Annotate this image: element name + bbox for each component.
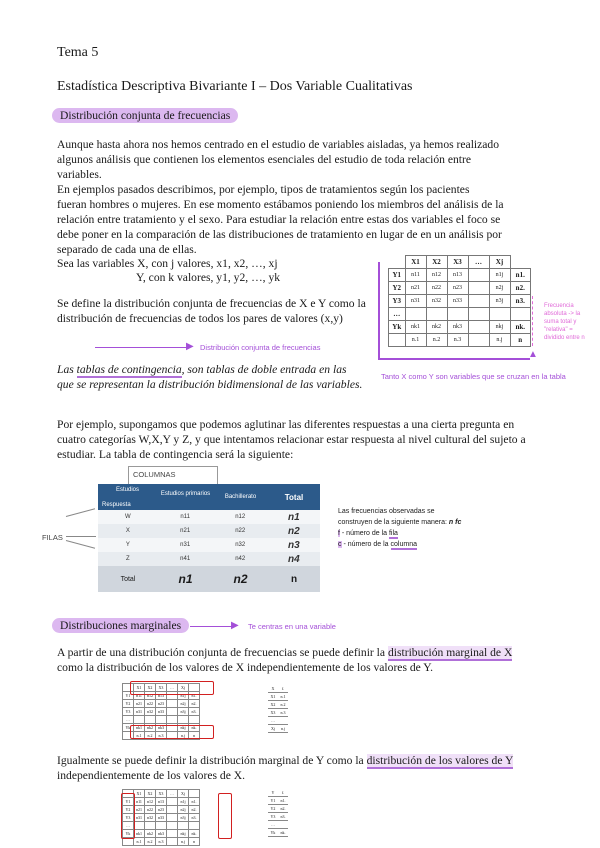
tiny-cell: [145, 822, 156, 830]
tiny-cell: [178, 716, 189, 724]
tiny-cell: nk1: [134, 830, 145, 838]
contingency-cell: n3: [288, 539, 300, 551]
example-paragraph: Por ejemplo, supongamos que podemos aglutinar las diferentes respuestas a una cierta pregunta en cuatro categorías W,X,Y y Z, y que intentamos relacionar estar respuesta al nivel cultural del sujeto a estudiar. La tabla de contingencia será la siguiente:: [57, 418, 526, 461]
matrix-cell: [468, 282, 489, 295]
marginal-cell: X3: [268, 709, 278, 717]
tiny-cell: [167, 700, 178, 708]
tiny-cell: n: [189, 838, 200, 846]
matrix-cell: n2j: [489, 282, 510, 295]
marginal-cell: Yk: [268, 829, 278, 837]
marginal-cell: X1: [268, 693, 278, 701]
tiny-cell: Y2: [123, 806, 134, 814]
marginal-cell: Y2: [268, 805, 278, 813]
marginal-y-table: [268, 789, 288, 837]
contingency-cell: n31: [180, 542, 191, 548]
filas-label: FILAS: [42, 533, 63, 542]
matrix-cell: [447, 308, 468, 321]
marginal-row: [268, 693, 288, 701]
marginal-row: [268, 829, 288, 837]
tiny-cell: [156, 716, 167, 724]
matrix-cell: n2.: [510, 282, 531, 295]
frequency-note: Las frecuencias observadas se construyen de la siguiente manera: n fc f - número de la fila c - número de la columna: [338, 508, 462, 548]
matrix-cell: n23: [447, 282, 468, 295]
tiny-cell: [134, 716, 145, 724]
matrix-cell: Y3: [389, 295, 406, 308]
matrix-cell: n33: [447, 295, 468, 308]
matrix-cell: nkj: [489, 321, 510, 334]
table-note: Tanto X como Y son variables que se cruzan en la tabla: [381, 372, 566, 381]
side-note: Frecuencia absoluta -> la suma total y "relativa" = dividido entre n: [544, 303, 585, 341]
tiny-cell: [167, 708, 178, 716]
marginal-row: [268, 821, 288, 829]
tema-label: Tema 5: [57, 45, 99, 60]
tiny-cell: [167, 830, 178, 838]
tiny-cell: X3: [156, 790, 167, 798]
tiny-cell: n23: [156, 806, 167, 814]
marginal-cell: …: [268, 717, 278, 725]
contingency-cell: n1: [288, 511, 300, 523]
matrix-cell: n.3: [447, 334, 468, 347]
tiny-cell: n.3: [156, 732, 167, 740]
tiny-cell: n.2: [145, 732, 156, 740]
matrix-cell: nk2: [426, 321, 447, 334]
tiny-cell: n13: [156, 798, 167, 806]
tiny-cell: n.2: [145, 838, 156, 846]
tiny-cell: [167, 814, 178, 822]
matrix-cell: n21: [405, 282, 426, 295]
tiny-cell: n11: [134, 692, 145, 700]
marginal-arrow-label: Te centras en una variable: [248, 622, 336, 631]
tiny-cell: [167, 716, 178, 724]
matrix-cell: n31: [405, 295, 426, 308]
marginal-row: [268, 701, 288, 709]
tiny-cell: n2.: [189, 806, 200, 814]
section-heading-marginal: Distribuciones marginales: [52, 618, 189, 633]
tiny-cell: nk3: [156, 724, 167, 732]
marginal-cell: [278, 717, 288, 725]
tiny-cell: n2j: [178, 700, 189, 708]
tiny-cell: n11: [134, 798, 145, 806]
matrix-cell: [489, 308, 510, 321]
matrix-cell: n.1: [405, 334, 426, 347]
tiny-cell: [189, 822, 200, 830]
marginal-arrow-line: [190, 626, 235, 627]
tiny-cell: n21: [134, 700, 145, 708]
matrix-header-cell: [510, 256, 531, 269]
contingency-note: Las tablas de contingencia, son tablas de doble entrada en las que se representan la distribución bidimensional de las variables.: [57, 363, 363, 391]
marginal-cell: n.2: [278, 701, 288, 709]
tiny-cell: Yk: [123, 724, 134, 732]
marginal-row: [268, 797, 288, 805]
matrix-cell: Yk: [389, 321, 406, 334]
marginal-x-bottom-box: [130, 725, 214, 739]
marginal-arrow-icon: ▶: [231, 620, 239, 631]
matrix-cell: n13: [447, 269, 468, 282]
tiny-cell: n12: [145, 798, 156, 806]
tiny-cell: nk.: [189, 724, 200, 732]
tiny-cell: n.j: [178, 838, 189, 846]
matrix-cell: n.j: [489, 334, 510, 347]
tiny-cell: [178, 822, 189, 830]
contingency-cell: n2: [288, 525, 300, 537]
tiny-cell: [189, 790, 200, 798]
tiny-cell: [189, 716, 200, 724]
tiny-cell: n31: [134, 708, 145, 716]
marginal-header-row: [268, 685, 288, 693]
marginal-cell: n.3: [278, 709, 288, 717]
matrix-cell: [468, 334, 489, 347]
tiny-cell: [156, 822, 167, 830]
filas-line-3: [66, 540, 95, 549]
tiny-cell: nkj: [178, 724, 189, 732]
marginal-header-cell: f.: [278, 789, 288, 797]
tiny-cell: n.j: [178, 732, 189, 740]
arrow-label: Distribución conjunta de frecuencias: [200, 343, 321, 352]
contingency-cell: n22: [235, 528, 246, 534]
matrix-row: [389, 269, 531, 282]
matrix-row: [389, 334, 531, 347]
tiny-cell: n32: [145, 708, 156, 716]
tiny-cell: X2: [145, 790, 156, 798]
contingency-cell: n41: [180, 556, 191, 562]
marginal-x-paragraph: A partir de una distribución conjunta de frecuencias se puede definir la distribución marginal de X como la distribución de los valores de X independientemente de los valores de Y.: [57, 646, 513, 674]
contingency-row: [98, 510, 320, 524]
tiny-cell: Y1: [123, 692, 134, 700]
tiny-cell: nk3: [156, 830, 167, 838]
tiny-cell: n33: [156, 708, 167, 716]
marginal-cell: n1.: [278, 797, 288, 805]
matrix-cell: n12: [426, 269, 447, 282]
matrix-cell: Y1: [389, 269, 406, 282]
marginal-cell: Y1: [268, 797, 278, 805]
matrix-cell: …: [389, 308, 406, 321]
bracket-arrow-icon: ▲: [528, 349, 538, 360]
tiny-cell: [145, 716, 156, 724]
intro-paragraph: Aunque hasta ahora nos hemos centrado en el estudio de variables aisladas, ya hemos realizado algunos análisis que contienen los elementos esenciales del estudio de toda relación entre variables. En ejemplos pasados describimos, por ejemplo, tipos de tratamientos según los pacientes fueran hombres o mujeres. En ese momento estábamos poniendo los miembros del análisis de la relación entre tratamiento y el sexo. Para estudiar la relación entre estas dos variables el foco se debe poner en la comparación de las distribuciones de tratamiento en lugar de en un análisis por separado de cada una de ellas.: [57, 138, 504, 256]
tiny-cell: n2j: [178, 806, 189, 814]
contingency-row: [98, 524, 320, 538]
tiny-cell: n13: [156, 692, 167, 700]
tiny-cell: [167, 798, 178, 806]
marginal-cell: n3.: [278, 813, 288, 821]
tiny-cell: Y2: [123, 700, 134, 708]
marginal-row: [268, 725, 288, 733]
tiny-cell: [167, 822, 178, 830]
tiny-cell: n: [189, 732, 200, 740]
tiny-cell: …: [167, 684, 178, 692]
tiny-cell: [167, 806, 178, 814]
contingency-cell: W: [124, 514, 131, 520]
tiny-cell: n.1: [134, 838, 145, 846]
matrix-cell: n1.: [510, 269, 531, 282]
matrix-cell: nk3: [447, 321, 468, 334]
marginal-cell: n.1: [278, 693, 288, 701]
marginal-row: [268, 813, 288, 821]
contingency-cell: n42: [235, 556, 246, 562]
tiny-row: [123, 708, 200, 716]
columnas-top: [128, 466, 218, 467]
marginal-cell: n.j: [278, 725, 288, 733]
tiny-cell: …: [167, 790, 178, 798]
marginal-cell: Y3: [268, 813, 278, 821]
filas-line-2: [66, 536, 96, 537]
tiny-cell: Yk: [123, 830, 134, 838]
matrix-header-cell: X2: [426, 256, 447, 269]
tiny-cell: nk2: [145, 830, 156, 838]
tiny-cell: nk2: [145, 724, 156, 732]
matrix-cell: n11: [405, 269, 426, 282]
matrix-cell: n32: [426, 295, 447, 308]
matrix-cell: nk.: [510, 321, 531, 334]
marginal-cell: Xj: [268, 725, 278, 733]
marginal-row: [268, 717, 288, 725]
matrix-cell: n3.: [510, 295, 531, 308]
tiny-cell: Y1: [123, 798, 134, 806]
matrix-header-row: [389, 256, 531, 269]
matrix-row: [389, 282, 531, 295]
tiny-cell: n12: [145, 692, 156, 700]
tiny-row: [123, 700, 200, 708]
tiny-cell: Xj: [178, 790, 189, 798]
contingency-row: [98, 552, 320, 566]
matrix-cell: nk1: [405, 321, 426, 334]
matrix-header-cell: [389, 256, 406, 269]
contingency-cell: n12: [235, 514, 246, 520]
tiny-cell: n3.: [189, 708, 200, 716]
variables-y: Y, con k valores, y1, y2, …, yk: [136, 271, 281, 284]
tiny-cell: Xj: [178, 684, 189, 692]
contingency-cell: X: [125, 528, 130, 534]
tiny-cell: n.3: [156, 838, 167, 846]
marginal-cell: X2: [268, 701, 278, 709]
marginal-y-paragraph: Igualmente se puede definir la distribución marginal de Y como la distribución de los valores de Y independientemente de los valores de X.: [57, 754, 514, 782]
marginal-row: [268, 805, 288, 813]
tiny-cell: [134, 822, 145, 830]
marginal-header-row: [268, 789, 288, 797]
page-title: Estadística Descriptiva Bivariante I – Dos Variable Cualitativas: [57, 79, 413, 94]
matrix-cell: [405, 308, 426, 321]
corner-cell: Estudios Respuesta: [102, 487, 140, 508]
tiny-cell: n1.: [189, 798, 200, 806]
matrix-cell: Y2: [389, 282, 406, 295]
tiny-cell: n1j: [178, 692, 189, 700]
tiny-cell: n21: [134, 806, 145, 814]
tiny-cell: [167, 838, 178, 846]
matrix-cell: n22: [426, 282, 447, 295]
matrix-header-cell: X3: [447, 256, 468, 269]
columnas-line-2: [217, 466, 218, 484]
marginal-cell: …: [268, 821, 278, 829]
tiny-cell: n2.: [189, 700, 200, 708]
matrix-row: [389, 308, 531, 321]
tiny-cell: Y3: [123, 708, 134, 716]
tiny-cell: n22: [145, 700, 156, 708]
matrix-cell: [510, 308, 531, 321]
section-heading-joint: Distribución conjunta de frecuencias: [52, 108, 238, 123]
tiny-cell: n3j: [178, 708, 189, 716]
tiny-cell: X2: [145, 684, 156, 692]
marginal-cell: nk.: [278, 829, 288, 837]
bracket-bottom: [378, 358, 530, 360]
columnas-label: COLUMNAS: [133, 470, 176, 479]
tiny-cell: X1: [134, 684, 145, 692]
tiny-cell: n33: [156, 814, 167, 822]
tiny-cell: n1j: [178, 798, 189, 806]
tiny-cell: nkj: [178, 830, 189, 838]
arrow-line: [95, 347, 190, 348]
marginal-cell: [278, 821, 288, 829]
marginal-x-table: [268, 685, 288, 733]
tiny-cell: nk.: [189, 830, 200, 838]
definition: Se define la distribución conjunta de frecuencias de X e Y como la distribución de frecuencias de todos los pares de valores (x,y): [57, 297, 366, 325]
matrix-cell: [468, 308, 489, 321]
marginal-y-left-box: [121, 793, 135, 839]
matrix-cell: n1j: [489, 269, 510, 282]
marginal-row: [268, 709, 288, 717]
tiny-cell: n22: [145, 806, 156, 814]
tiny-cell: X1: [134, 790, 145, 798]
tiny-cell: nk1: [134, 724, 145, 732]
tiny-cell: n23: [156, 700, 167, 708]
tiny-cell: …: [123, 716, 134, 724]
tiny-cell: n32: [145, 814, 156, 822]
matrix-cell: [468, 321, 489, 334]
contingency-cell: Z: [125, 556, 130, 562]
contingency-row: [98, 538, 320, 552]
matrix-row: [389, 295, 531, 308]
marginal-header-cell: Y: [268, 789, 278, 797]
matrix-cell: n.2: [426, 334, 447, 347]
matrix-cell: n: [510, 334, 531, 347]
joint-frequency-matrix: [388, 255, 531, 347]
matrix-header-cell: …: [468, 256, 489, 269]
matrix-header-cell: Xj: [489, 256, 510, 269]
tiny-cell: Y3: [123, 814, 134, 822]
matrix-cell: [468, 295, 489, 308]
matrix-cell: [468, 269, 489, 282]
arrow-right-icon: ▶: [186, 341, 194, 352]
matrix-row: [389, 321, 531, 334]
contingency-cell: n11: [180, 514, 190, 520]
marginal-y-right-box: [218, 793, 232, 839]
tiny-cell: …: [123, 822, 134, 830]
filas-line-1: [66, 508, 95, 517]
bracket-line: [378, 262, 380, 360]
side-bracket: [532, 296, 534, 346]
contingency-cell: n32: [235, 542, 246, 548]
marginal-header-cell: X: [268, 685, 278, 693]
marginal-header-cell: f.: [278, 685, 288, 693]
columnas-line: [128, 466, 129, 484]
tiny-cell: X3: [156, 684, 167, 692]
matrix-header-cell: X1: [405, 256, 426, 269]
matrix-cell: [426, 308, 447, 321]
variables-x: Sea las variables X, con j valores, x1, x2, …, xj: [57, 257, 278, 270]
contingency-cell: Y: [125, 542, 130, 548]
tiny-cell: n3j: [178, 814, 189, 822]
tiny-cell: n.1: [134, 732, 145, 740]
tiny-cell: n1.: [189, 692, 200, 700]
matrix-cell: [389, 334, 406, 347]
contingency-cell: n21: [180, 528, 191, 534]
tiny-row: [123, 716, 200, 724]
tiny-cell: n3.: [189, 814, 200, 822]
tiny-cell: n31: [134, 814, 145, 822]
contingency-cell: n4: [288, 553, 300, 565]
contingency-table: Estudios Respuesta Estudios primarios Bachillerato Total W n11 n12 n1 X n21 n22 n2 Y n31 n32 n3 Z n41 n42 n4 Total n1 n2 n: [98, 484, 320, 592]
matrix-cell: n3j: [489, 295, 510, 308]
marginal-x-top-box: [130, 681, 214, 695]
marginal-cell: n2.: [278, 805, 288, 813]
